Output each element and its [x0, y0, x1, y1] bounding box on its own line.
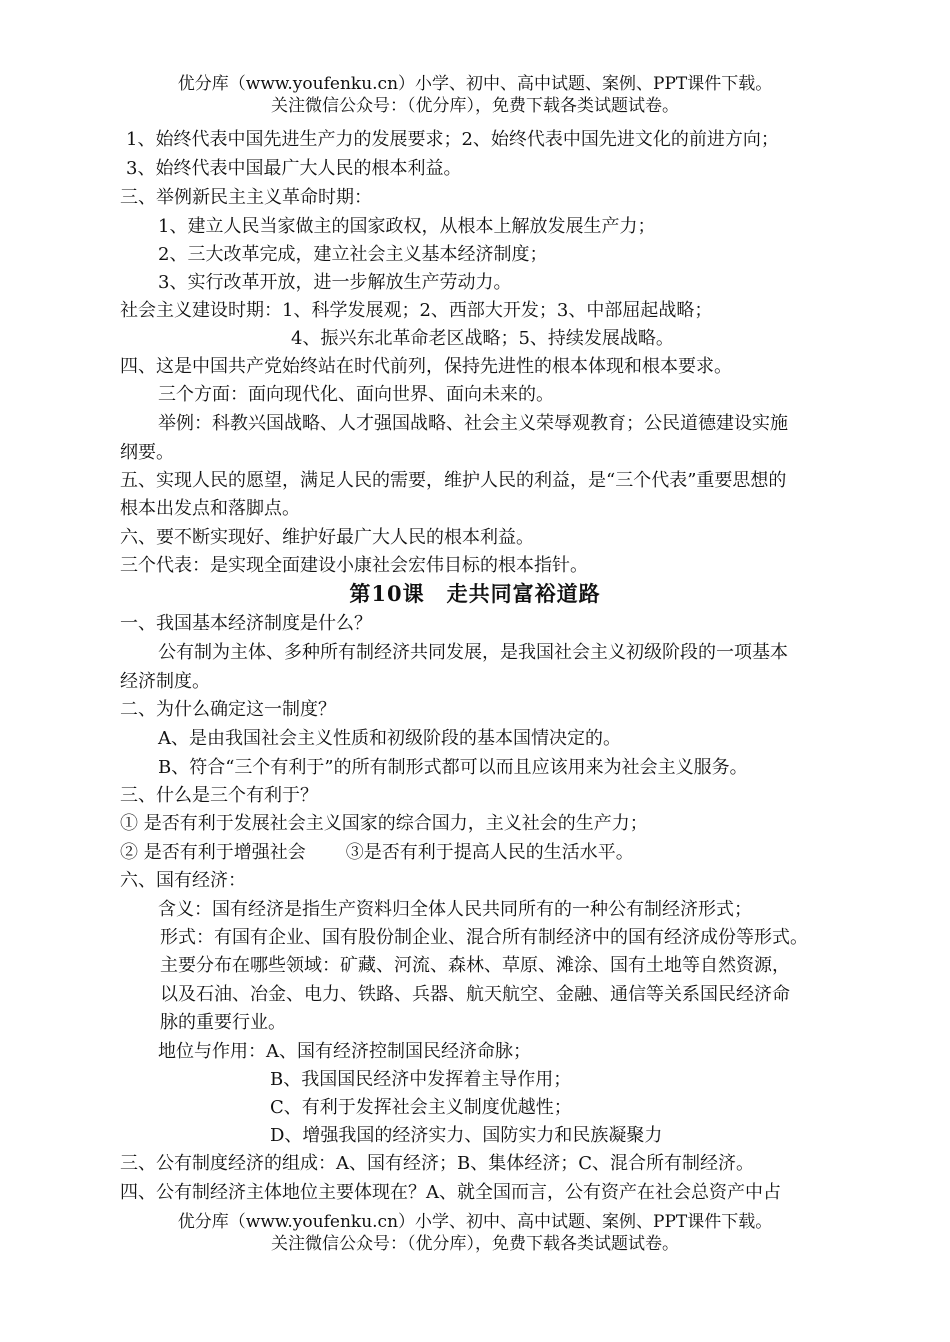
text-line: 1、始终代表中国先进生产力的发展要求；2、始终代表中国先进文化的前进方向； — [126, 129, 779, 150]
text-line: 三、公有制度经济的组成：A、国有经济；B、集体经济；C、混合所有制经济。 — [120, 1153, 754, 1174]
text-line: 五、实现人民的愿望，满足人民的需要，维护人民的利益，是“三个代表”重要思想的 — [120, 470, 787, 491]
text-line: 3、始终代表中国最广大人民的根本利益。 — [126, 158, 462, 179]
text-line: 主要分布在哪些领域：矿藏、河流、森林、草原、滩涂、国有土地等自然资源， — [160, 955, 790, 976]
text-line: 四、这是中国共产党始终站在时代前列，保持先进性的根本体现和根本要求。 — [120, 356, 732, 377]
text-line: D、增强我国的经济实力、国防实力和民族凝聚力 — [270, 1125, 663, 1146]
text-line: 形式：有国有企业、国有股份制企业、混合所有制经济中的国有经济成份等形式。 — [160, 927, 808, 948]
header-line-2: 关注微信公众号：（优分库），免费下载各类试题试卷。 — [271, 96, 679, 116]
text-line: 一、我国基本经济制度是什么？ — [120, 613, 372, 634]
text-line: 三个代表：是实现全面建设小康社会宏伟目标的根本指针。 — [120, 555, 588, 576]
text-line — [120, 841, 634, 865]
text-line: 1、建立人民当家做主的国家政权，从根本上解放发展生产力； — [158, 216, 656, 237]
text-line: 社会主义建设时期：1、科学发展观；2、西部大开发；3、中部屈起战略； — [120, 300, 713, 321]
text-line: 三、什么是三个有利于？ — [120, 785, 318, 806]
footer-line-2: 关注微信公众号：（优分库），免费下载各类试题试卷。 — [271, 1234, 679, 1254]
text-line: 含义：国有经济是指生产资料归全体人民共同所有的一种公有制经济形式； — [158, 899, 752, 920]
text-line: 公有制为主体、多种所有制经济共同发展，是我国社会主义初级阶段的一项基本 — [158, 642, 788, 663]
text-line: 四、公有制经济主体地位主要体现在？A、就全国而言，公有资产在社会总资产中占 — [120, 1182, 781, 1203]
text-line: B、我国国民经济中发挥着主导作用； — [270, 1069, 572, 1090]
text-line: 2、三大改革完成，建立社会主义基本经济制度； — [158, 244, 548, 265]
text-line: 地位与作用：A、国有经济控制国民经济命脉； — [158, 1041, 531, 1062]
header-line-1: 优分库（www.youfenku.cn）小学、初中、高中试题、案例、PPT课件下载。 — [177, 74, 773, 94]
text-line: 根本出发点和落脚点。 — [120, 498, 300, 519]
text-line: ① 是否有利于发展社会主义国家的综合国力，主义社会的生产力； — [120, 813, 648, 834]
text-line: 六、要不断实现好、维护好最广大人民的根本利益。 — [120, 527, 534, 548]
text-line: 4、振兴东北革命老区战略；5、持续发展战略。 — [291, 328, 674, 349]
text-line: 脉的重要行业。 — [160, 1012, 286, 1033]
text-line: B、符合“三个有利于”的所有制形式都可以而且应该用来为社会主义服务。 — [158, 757, 748, 778]
lesson-title: 第10课 走共同富裕道路 — [349, 581, 601, 606]
text-line: 三、举例新民主主义革命时期： — [120, 187, 372, 208]
text-line: 三个方面：面向现代化、面向世界、面向未来的。 — [158, 384, 554, 405]
text-line: C、有利于发挥社会主义制度优越性； — [270, 1097, 572, 1118]
text-line: 以及石油、冶金、电力、铁路、兵器、航天航空、金融、通信等关系国民经济命 — [160, 984, 790, 1005]
footer-line-1: 优分库（www.youfenku.cn）小学、初中、高中试题、案例、PPT课件下载。 — [177, 1212, 773, 1232]
text-segment: ③是否有利于提高人民的生活水平。 — [345, 842, 634, 863]
text-line: 3、实行改革开放，进一步解放生产劳动力。 — [158, 272, 512, 293]
text-line: 举例：科教兴国战略、人才强国战略、社会主义荣辱观教育；公民道德建设实施 — [158, 413, 788, 434]
text-line: 二、为什么确定这一制度？ — [120, 699, 336, 720]
text-segment: ② 是否有利于增强社会 — [120, 842, 306, 863]
text-line: 纲要。 — [120, 442, 174, 463]
text-line: 六、国有经济： — [120, 870, 246, 891]
text-line: 经济制度。 — [120, 671, 210, 692]
text-line: A、是由我国社会主义性质和初级阶段的基本国情决定的。 — [158, 728, 621, 749]
